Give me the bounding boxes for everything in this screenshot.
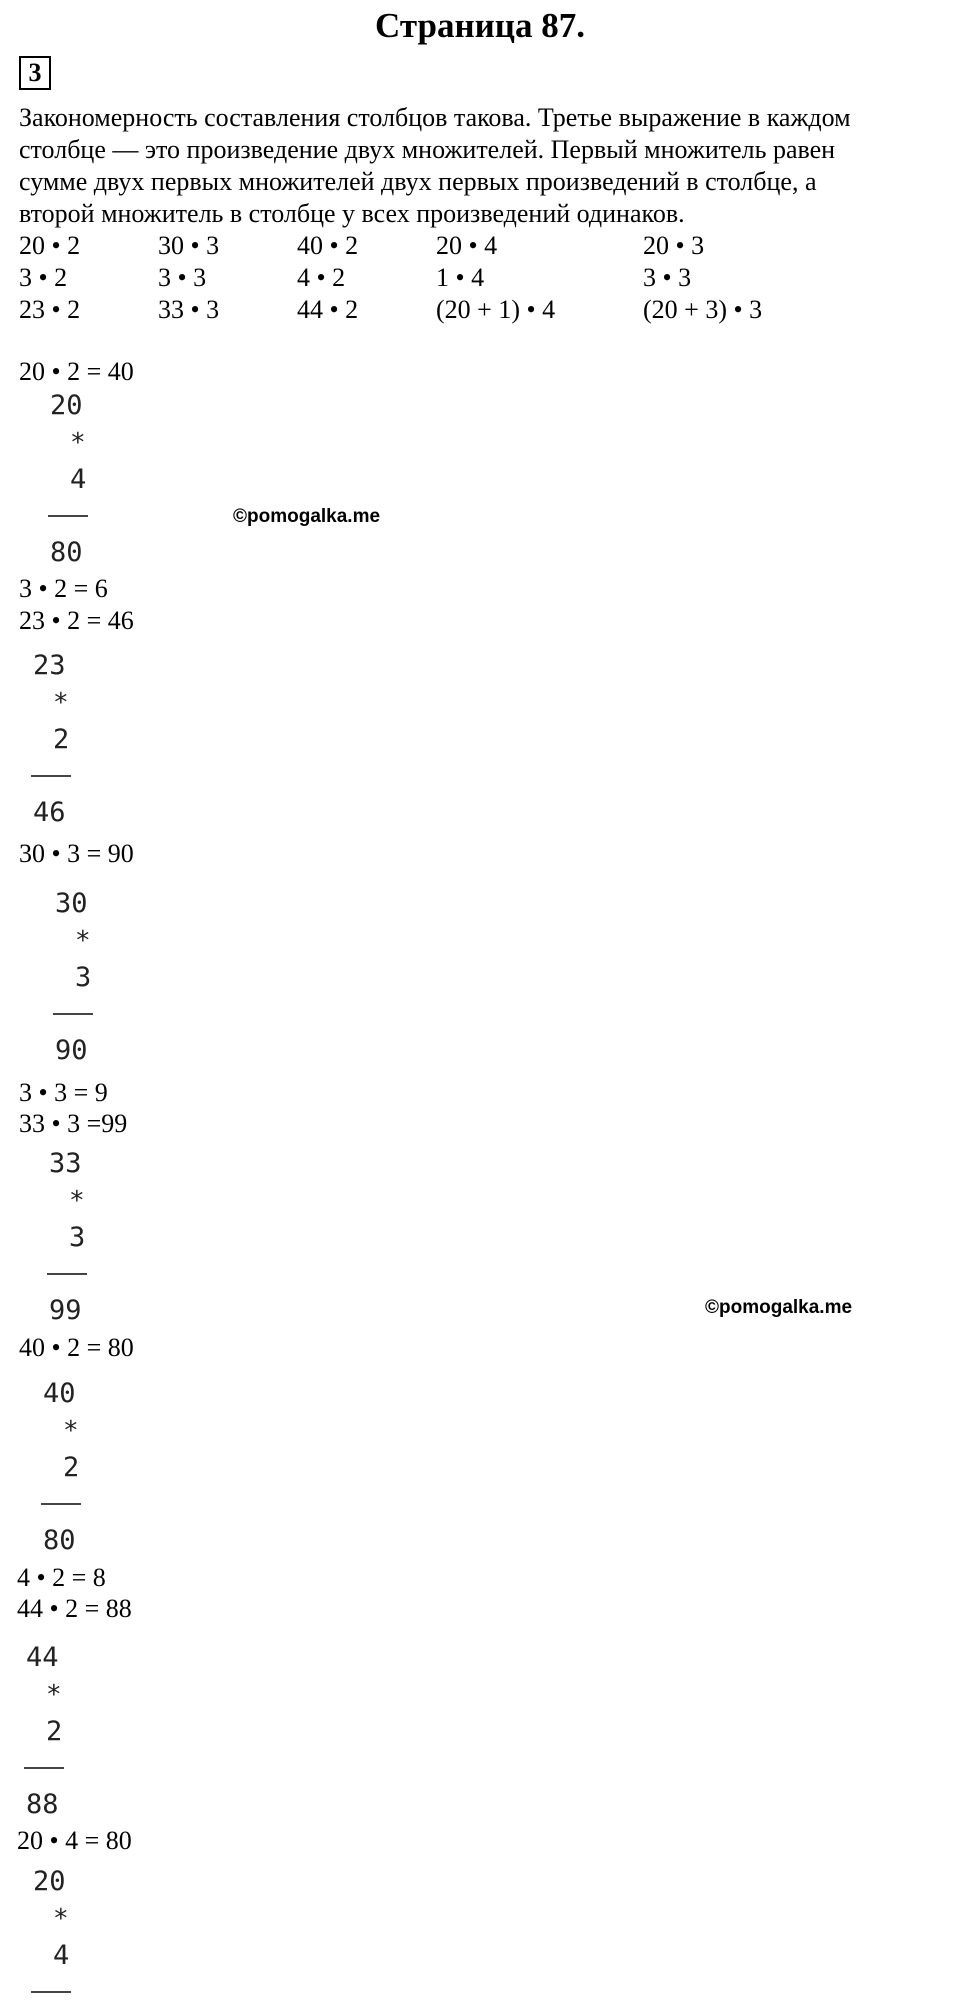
multiply-sign: *: [69, 1186, 85, 1216]
multiply-sign: *: [46, 1680, 62, 1710]
page-title: Страница 87.: [375, 6, 585, 45]
table-cell: 44 • 2: [297, 295, 359, 324]
column-calc-bottom: 2: [63, 1452, 80, 1483]
column-calc-top: 20: [33, 1866, 66, 1897]
multiply-sign: *: [63, 1416, 79, 1446]
column-calc-bottom: 3: [75, 962, 92, 993]
column-calc-top: 20: [50, 390, 83, 421]
column-calc-divider: [24, 1767, 64, 1769]
table-cell: (20 + 1) • 4: [436, 295, 556, 324]
column-calc-result: 80: [50, 537, 83, 568]
column-calc-divider: [41, 1503, 81, 1505]
column-calc-divider: [53, 1013, 93, 1015]
table-cell: 3 • 3: [643, 263, 692, 292]
description-line: столбце — это произведение двух множителей. Первый множитель равен: [19, 135, 836, 164]
column-calc-top: 30: [55, 888, 88, 919]
table-cell: 30 • 3: [158, 231, 220, 260]
equation: 30 • 3 = 90: [19, 839, 134, 868]
equation: 40 • 2 = 80: [19, 1333, 134, 1362]
column-calc-result: 80: [43, 1525, 76, 1556]
description-line: сумме двух первых множителей двух первых произведений в столбце, а: [19, 167, 817, 196]
equation: 23 • 2 = 46: [19, 606, 134, 635]
task-number-badge: 3: [19, 56, 51, 90]
multiply-sign: *: [70, 428, 86, 458]
column-calc-result: 46: [33, 797, 66, 828]
table-cell: 3 • 2: [19, 263, 68, 292]
multiply-sign: *: [75, 926, 91, 956]
column-calc-top: 23: [33, 650, 66, 681]
column-calc-divider: [31, 1991, 71, 1993]
multiply-sign: *: [53, 688, 69, 718]
table-cell: 23 • 2: [19, 295, 81, 324]
description-line: второй множитель в столбце у всех произведений одинаков.: [19, 199, 685, 228]
equation: 3 • 2 = 6: [19, 574, 108, 603]
equation: 4 • 2 = 8: [17, 1563, 106, 1592]
equation: 3 • 3 = 9: [19, 1078, 108, 1107]
table-cell: 20 • 2: [19, 231, 81, 260]
column-calc-bottom: 3: [69, 1222, 86, 1253]
table-cell: 20 • 3: [643, 231, 705, 260]
table-cell: 4 • 2: [297, 263, 346, 292]
column-calc-bottom: 4: [53, 1940, 70, 1971]
column-calc-result: 90: [55, 1035, 88, 1066]
column-calc-top: 33: [49, 1148, 82, 1179]
table-cell: (20 + 3) • 3: [643, 295, 763, 324]
column-calc-result: 99: [49, 1295, 82, 1326]
table-cell: 3 • 3: [158, 263, 207, 292]
task-description: [19, 102, 939, 230]
column-calc-top: 44: [26, 1642, 59, 1673]
equation: 33 • 3 =99: [19, 1109, 128, 1138]
column-calc-bottom: 4: [70, 464, 87, 495]
table-cell: 33 • 3: [158, 295, 220, 324]
table-cell: 40 • 2: [297, 231, 359, 260]
column-calc-divider: [47, 1273, 87, 1275]
equation: 20 • 4 = 80: [17, 1826, 132, 1855]
description-line: Закономерность составления столбцов такова. Третье выражение в каждом: [19, 103, 851, 132]
column-calc-bottom: 2: [53, 724, 70, 755]
column-calc-divider: [48, 515, 88, 517]
multiply-sign: *: [53, 1904, 69, 1934]
equation: 20 • 2 = 40: [19, 357, 134, 386]
watermark: ©pomogalka.me: [705, 1297, 853, 1318]
equation: 44 • 2 = 88: [17, 1594, 132, 1623]
column-calc-divider: [31, 775, 71, 777]
watermark: ©pomogalka.me: [233, 506, 381, 527]
table-cell: 1 • 4: [436, 263, 485, 292]
column-calc-result: 88: [26, 1789, 59, 1820]
column-calc-top: 40: [43, 1378, 76, 1409]
column-calc-bottom: 2: [46, 1716, 63, 1747]
table-cell: 20 • 4: [436, 231, 498, 260]
